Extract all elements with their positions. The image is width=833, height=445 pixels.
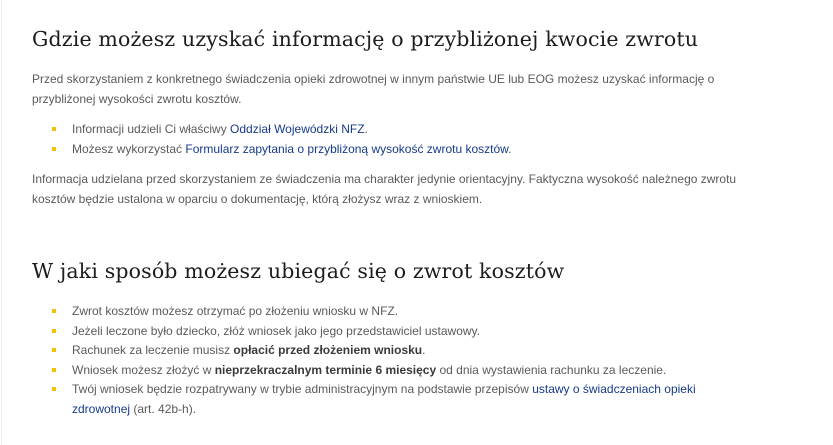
list-item <box>32 140 752 160</box>
bullet-icon <box>52 348 56 352</box>
bullet-icon <box>52 329 56 333</box>
bullet-icon <box>52 309 56 313</box>
inquiry-form-link[interactable]: Formularz zapytania o przybliżoną wysokość zwrotu kosztów <box>185 141 509 156</box>
list-item <box>32 120 752 140</box>
list-item-text: Zwrot kosztów możesz otrzymać po złożeniu wniosku w NFZ. <box>72 304 399 318</box>
list-item-suffix: . <box>364 122 368 136</box>
emphasis-text: nieprzekraczalnym terminie 6 miesięcy <box>214 362 437 377</box>
list-item-text: Informacji udzieli Ci właściwy <box>72 122 231 136</box>
list-item-suffix: (art. 42b-h). <box>130 401 197 416</box>
list-item-text: Możesz wykorzystać <box>72 141 186 156</box>
bullet-icon <box>52 147 56 151</box>
list-item <box>32 380 712 419</box>
bullet-icon <box>52 368 56 372</box>
how-to-apply-list <box>32 302 712 419</box>
list-item <box>32 322 712 342</box>
bullet-icon <box>52 387 56 391</box>
list-item-suffix: . <box>422 343 426 357</box>
list-item-text: Wniosek możesz złożyć w <box>72 362 215 377</box>
intro-paragraph: Przed skorzystaniem z konkretnego świadczenia opieki zdrowotnej w innym państwie UE lub EOG możesz uzyskać informację o przybliżonej wysokości zwrotu kosztów. <box>32 72 715 106</box>
left-divider <box>1 0 2 445</box>
list-item-text: Twój wniosek będzie rozpatrywany w trybie administracyjnym na podstawie przepisów <box>72 382 533 396</box>
list-item-suffix: . <box>508 141 512 156</box>
list-item <box>32 302 712 322</box>
list-item <box>32 341 712 361</box>
nfz-branch-link[interactable]: Oddział Wojewódzki NFZ <box>230 122 365 136</box>
emphasis-text: opłacić przed złożeniem wniosku <box>233 343 423 357</box>
list-item-text: Rachunek za leczenie musisz <box>72 343 234 357</box>
list-item-suffix: od dnia wystawienia rachunku za leczenie. <box>436 362 667 377</box>
bullet-icon <box>52 127 56 131</box>
list-item-text: Jeżeli leczone było dziecko, złóż wniosek jako jego przedstawiciel ustawowy. <box>72 323 480 338</box>
disclaimer-paragraph: Informacja udzielana przed skorzystaniem ze świadczenia ma charakter jedynie orientacyjny. Faktyczna wysokość należnego zwrotu kosztów będzie ustalona w oparciu o dokumentację, którą złożysz wraz z wnioskiem. <box>32 172 737 206</box>
section-heading-estimate: Gdzie możesz uzyskać informację o przybliżonej kwocie zwrotu <box>32 27 699 51</box>
list-item <box>32 361 712 381</box>
healthcare-act-link[interactable]: ustawy o świadczeniach opieki zdrowotnej <box>72 382 696 416</box>
section-heading-how-to-apply: W jaki sposób możesz ubiegać się o zwrot kosztów <box>32 259 565 283</box>
estimate-info-list <box>32 120 752 159</box>
